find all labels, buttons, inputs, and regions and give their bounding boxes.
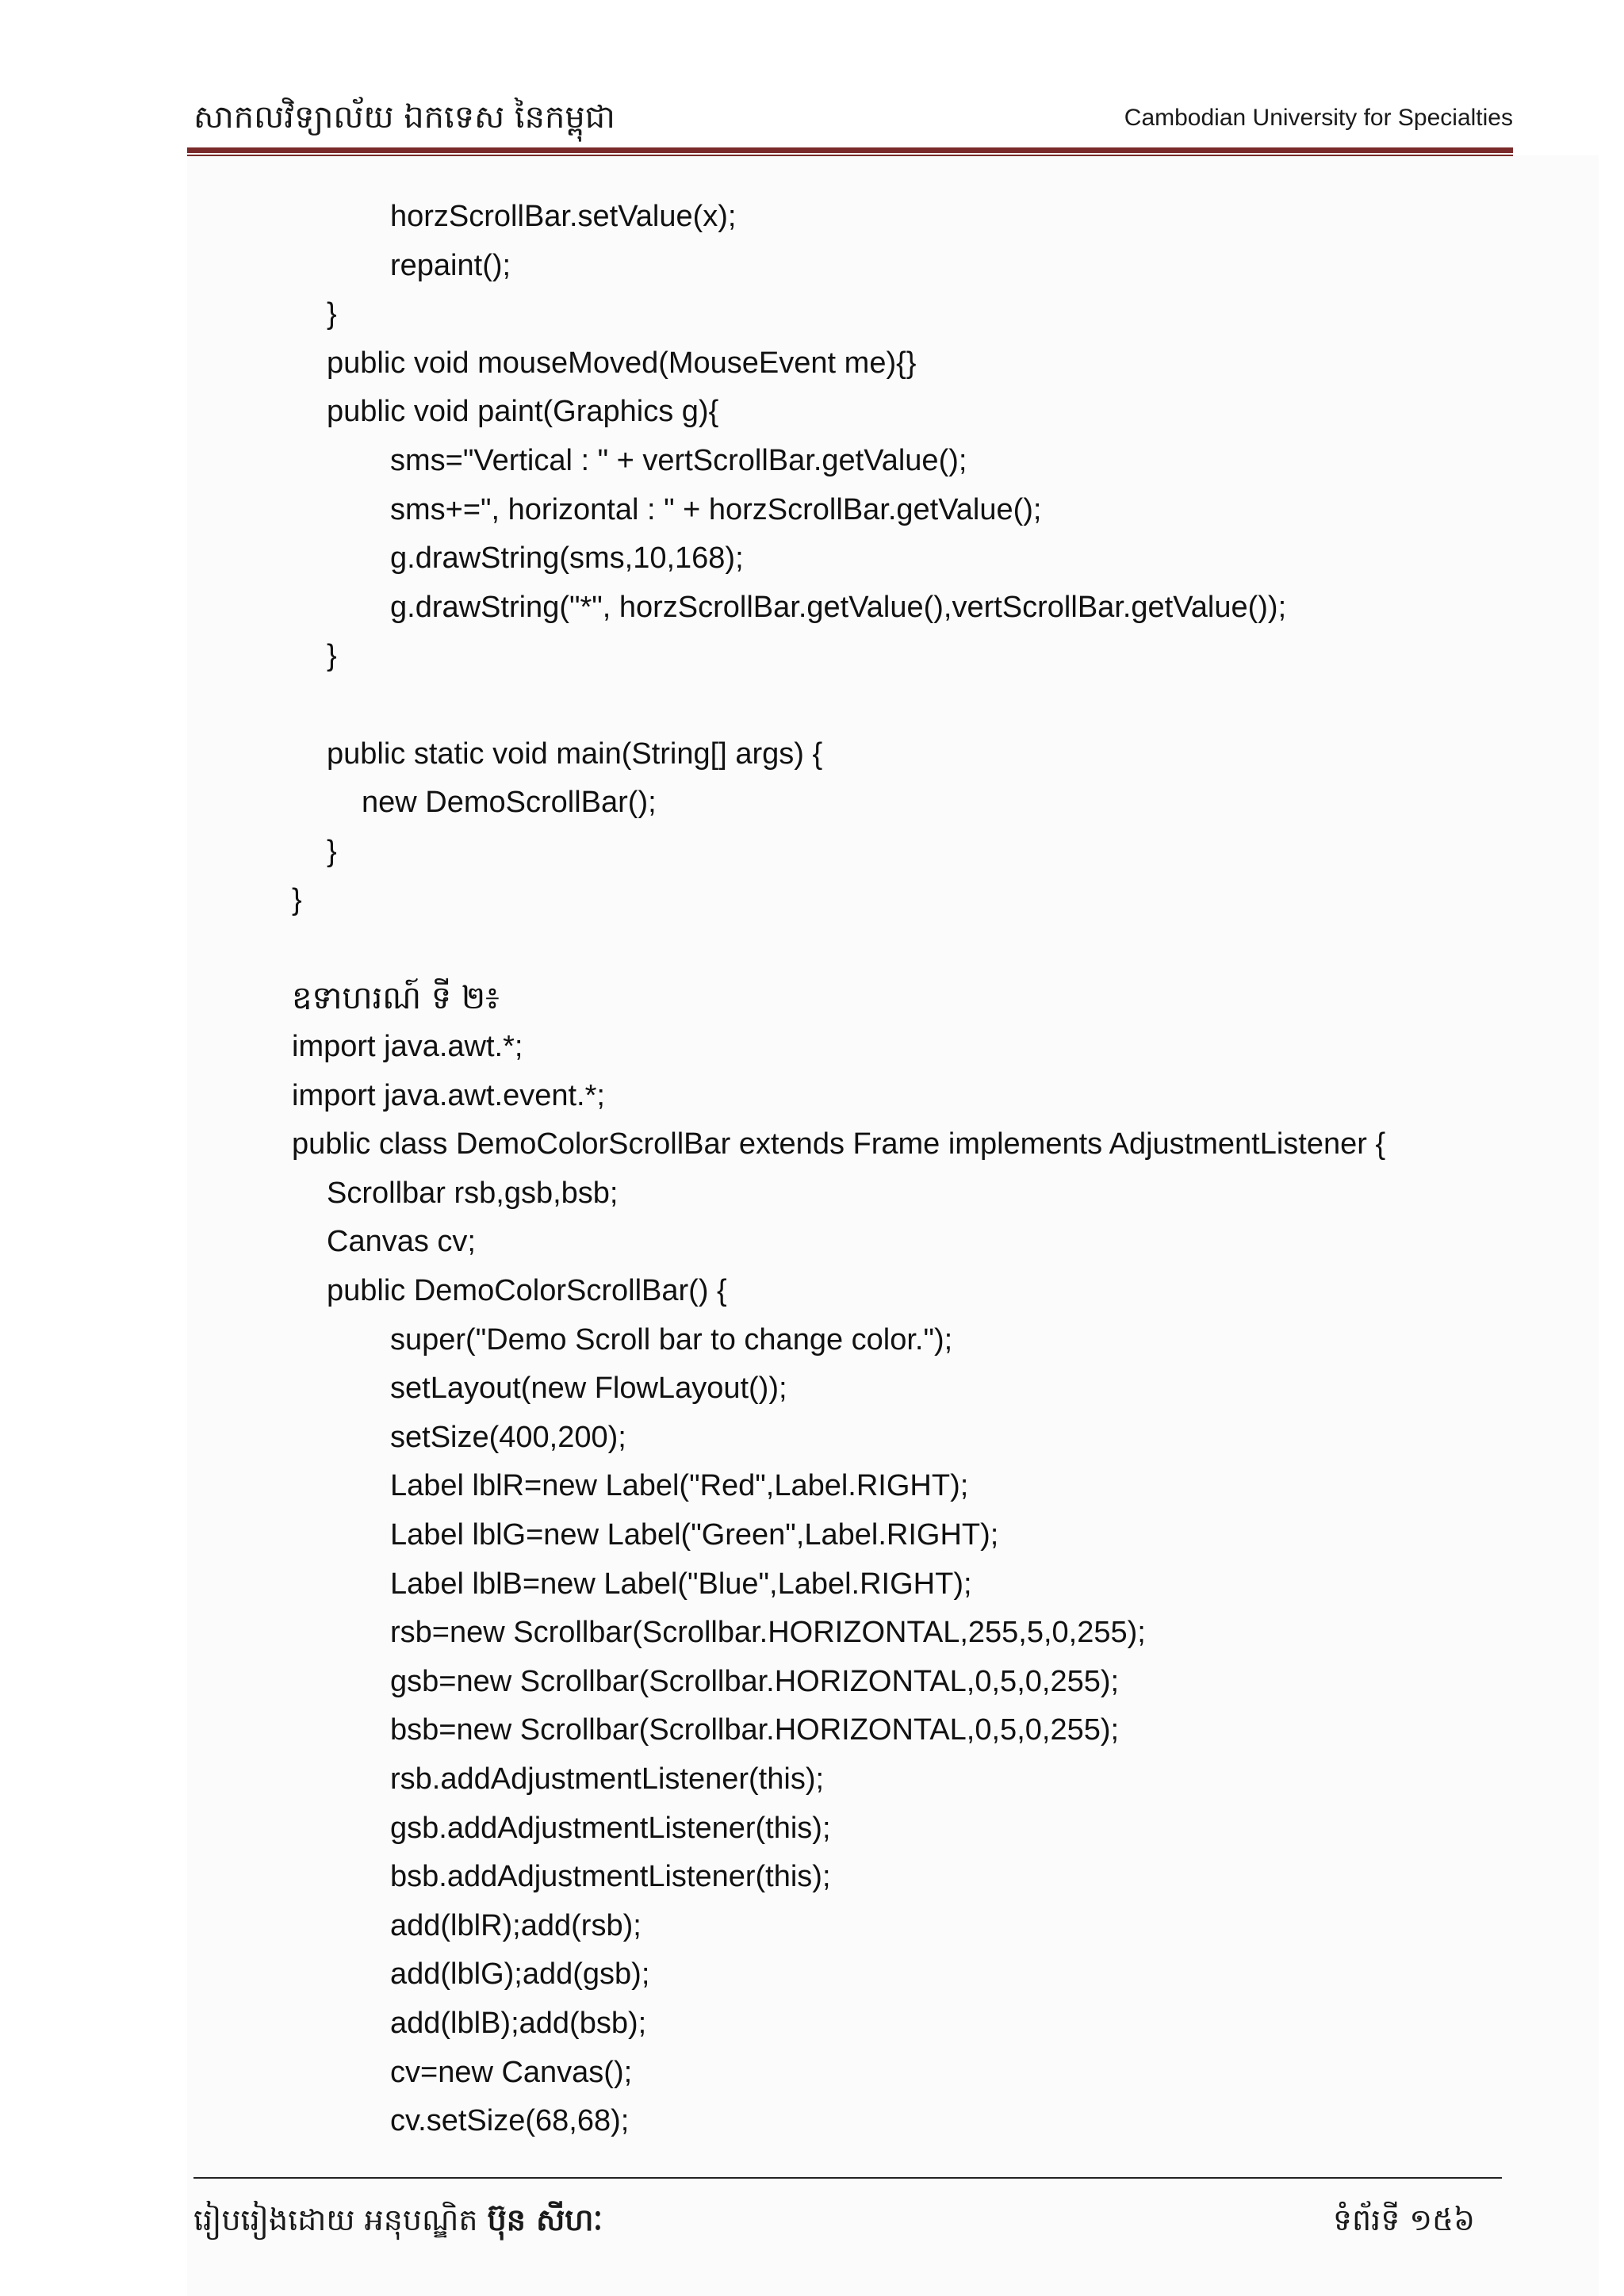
code-line: Label lblR=new Label("Red",Label.RIGHT);	[390, 1469, 969, 1503]
code-line: setLayout(new FlowLayout());	[390, 1372, 787, 1406]
code-block-2	[0, 1023, 1624, 2146]
example-heading: ឧទាហរណ៍ ទី ២៖	[292, 979, 500, 1016]
document-body	[0, 193, 1624, 2146]
code-line: add(lblB);add(bsb);	[390, 2006, 647, 2040]
code-line: gsb=new Scrollbar(Scrollbar.HORIZONTAL,0,5,0,255);	[390, 1664, 1120, 1698]
code-line: cv=new Canvas();	[390, 2055, 633, 2089]
code-line: add(lblR);add(rsb);	[390, 1908, 642, 1942]
code-line: public void mouseMoved(MouseEvent me){}	[327, 346, 917, 380]
code-line: public static void main(String[] args) {	[327, 737, 823, 771]
code-line: repaint();	[390, 248, 511, 282]
code-line: sms="Vertical : " + vertScrollBar.getValue();	[390, 443, 967, 477]
code-line: Label lblB=new Label("Blue",Label.RIGHT);	[390, 1567, 972, 1601]
code-line: }	[292, 883, 302, 917]
footer-divider	[193, 2177, 1502, 2179]
code-line: gsb.addAdjustmentListener(this);	[390, 1811, 831, 1845]
code-line: public class DemoColorScrollBar extends Frame implements AdjustmentListener {	[292, 1127, 1386, 1161]
code-line: cv.setSize(68,68);	[390, 2104, 630, 2138]
code-line: super("Demo Scroll bar to change color.");	[390, 1322, 953, 1357]
footer-author-name: ប៊ុន សីហៈ	[487, 2202, 603, 2237]
code-line: Scrollbar rsb,gsb,bsb;	[327, 1176, 619, 1210]
header-university-english: Cambodian University for Specialties	[1124, 105, 1513, 131]
code-line: g.drawString("*", horzScrollBar.getValue(),vertScrollBar.getValue());	[390, 590, 1287, 624]
header-divider-thin	[187, 155, 1513, 156]
code-line: rsb.addAdjustmentListener(this);	[390, 1762, 825, 1796]
code-line: }	[327, 834, 337, 868]
code-line: public void paint(Graphics g){	[327, 395, 719, 429]
code-line: public DemoColorScrollBar() {	[327, 1274, 727, 1308]
header-divider	[187, 147, 1513, 153]
code-line: horzScrollBar.setValue(x);	[390, 200, 737, 233]
code-line: }	[327, 639, 337, 673]
code-line: Canvas cv;	[327, 1225, 476, 1259]
code-line	[0, 681, 1624, 730]
footer-page-number: ទំព័រទី ១៥៦	[1332, 2202, 1475, 2237]
code-line: new DemoScrollBar();	[362, 786, 657, 820]
header-university-khmer: សាកលវិទ្យាល័យ ឯកទេស នៃកម្ពុជា	[193, 99, 615, 136]
code-line: }	[327, 297, 337, 331]
code-line: add(lblG);add(gsb);	[390, 1957, 650, 1992]
footer-credit	[193, 2201, 603, 2245]
code-line: import java.awt.event.*;	[292, 1078, 605, 1112]
footer-prepared-by: រៀបរៀងដោយ អនុបណ្ឌិត	[193, 2202, 478, 2237]
code-line: import java.awt.*;	[292, 1030, 523, 1064]
code-line: g.drawString(sms,10,168);	[390, 541, 744, 576]
code-line: Label lblG=new Label("Green",Label.RIGHT);	[390, 1518, 999, 1552]
code-line: setSize(400,200);	[390, 1420, 626, 1454]
code-line: bsb.addAdjustmentListener(this);	[390, 1860, 831, 1894]
code-block-1	[0, 193, 1624, 974]
code-line: rsb=new Scrollbar(Scrollbar.HORIZONTAL,255,5,0,255);	[390, 1616, 1146, 1650]
code-line: sms+=", horizontal : " + horzScrollBar.getValue();	[390, 492, 1042, 526]
code-line	[0, 925, 1624, 974]
code-line: bsb=new Scrollbar(Scrollbar.HORIZONTAL,0,5,0,255);	[390, 1713, 1120, 1747]
